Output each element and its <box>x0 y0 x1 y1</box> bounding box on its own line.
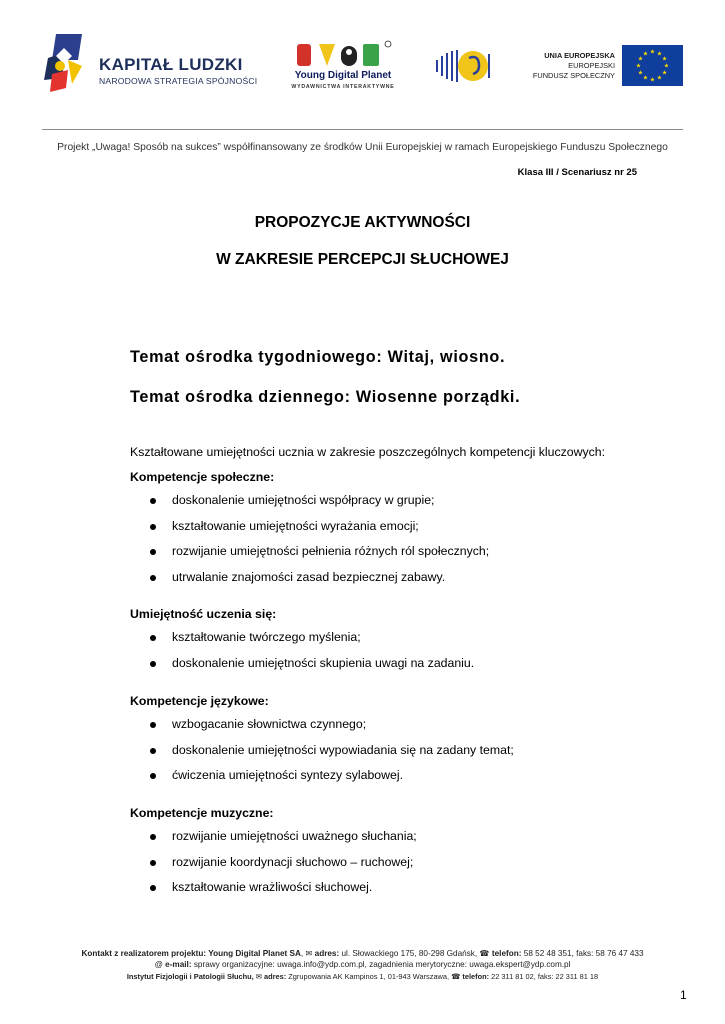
footer-contact-line: Kontakt z realizatorem projektu: Young Digital Planet SA, ✉ adres: ul. Słowackiego 175, 80-298 Gdańsk, ☎ telefon: 58 52 48 351, faks: 58 76 47 433 <box>81 949 644 958</box>
footer-address: ul. Słowackiego 175, 80-298 Gdańsk, <box>341 949 478 958</box>
svg-text:★: ★ <box>663 62 670 70</box>
footer-institute-address: Zgrupowania AK Kampinos 1, 01-943 Warszawa, <box>288 972 450 981</box>
section-music-competences <box>130 806 417 901</box>
list-item <box>130 565 489 591</box>
list-item <box>130 488 489 514</box>
ydp-subtitle: WYDAWNICTWA INTERAKTYWNE <box>291 84 395 90</box>
bullet-list <box>130 712 514 789</box>
young-digital-planet-logo <box>283 40 403 96</box>
footer-institute-line <box>0 972 725 981</box>
page-number: 1 <box>680 988 687 1002</box>
kapital-ludzki-title: KAPITAŁ LUDZKI <box>99 55 243 74</box>
footer-contact-label: Kontakt z realizatorem projektu: Young Digital Planet SA <box>81 949 301 958</box>
footer-phone-label: telefon: <box>491 949 522 958</box>
list-item-text: doskonalenie umiejętności współpracy w grupie; <box>172 493 435 507</box>
svg-text:★: ★ <box>661 55 668 63</box>
bullet-icon <box>150 661 156 667</box>
list-item <box>130 651 474 677</box>
footer-email: sprawy organizacyjne: uwaga.info@ydp.com.pl, zagadnienia merytoryczne: uwaga.ekspert@ydp.com.pl <box>193 960 571 969</box>
weekly-topic: Temat ośrodka tygodniowego: Witaj, wiosno. <box>130 348 506 366</box>
eu-flag-icon <box>622 45 683 86</box>
envelope-icon: ✉ <box>305 949 313 958</box>
envelope-icon: ✉ <box>255 972 262 981</box>
svg-text:★: ★ <box>642 74 649 82</box>
list-item <box>130 738 514 764</box>
svg-text:★: ★ <box>661 69 668 77</box>
bullet-list <box>130 824 417 901</box>
footer-phone: 58 52 48 351, faks: 58 76 47 433 <box>523 949 644 958</box>
list-item-text: doskonalenie umiejętności wypowiadania się na zadany temat; <box>172 742 514 757</box>
bullet-icon <box>150 524 156 530</box>
eu-stars-icon <box>622 45 683 86</box>
svg-text:★: ★ <box>656 50 663 58</box>
svg-text:★: ★ <box>635 62 642 70</box>
section-learning-skills <box>130 607 474 676</box>
svg-text:★: ★ <box>637 69 644 77</box>
ear-icon <box>433 46 493 86</box>
phone-icon: ☎ <box>479 949 490 958</box>
document-title-line1: PROPOZYCJE AKTYWNOŚCI <box>254 214 471 231</box>
list-item-text: kształtowanie twórczego myślenia; <box>172 630 361 644</box>
list-item-text: rozwijanie umiejętności pełnienia różnych ról społecznych; <box>172 544 490 559</box>
section-social-competences <box>130 470 489 590</box>
kapital-ludzki-subtitle: NARODOWA STRATEGIA SPÓJNOŚCI <box>99 76 258 86</box>
ydp-name: Young Digital Planet <box>294 70 392 81</box>
footer-institute-phone-label: telefon: <box>462 972 490 981</box>
list-item-text: doskonalenie umiejętności skupienia uwagi na zadaniu. <box>172 655 475 670</box>
footer-email-line <box>0 960 725 969</box>
header-divider <box>42 129 683 130</box>
list-item <box>130 763 514 789</box>
footer-institute-phone: 22 311 81 02, faks: 22 311 81 18 <box>491 972 599 981</box>
svg-text:★: ★ <box>649 48 656 56</box>
section-heading: Kompetencje społeczne: <box>130 470 275 484</box>
kapital-ludzki-logo <box>42 30 258 100</box>
bullet-icon <box>150 549 156 555</box>
class-reference: Klasa III / Scenariusz nr 25 <box>517 167 637 178</box>
project-line: Projekt „Uwaga! Sposób na sukces” współfinansowany ze środków Unii Europejskiej w ramach Europejskiego Funduszu Społecznego <box>57 142 668 153</box>
eu-line1: UNIA EUROPEJSKA <box>544 51 615 60</box>
bullet-icon <box>150 860 156 866</box>
bullet-icon <box>150 885 156 891</box>
list-item-text: utrwalanie znajomości zasad bezpiecznej zabawy. <box>172 569 446 584</box>
eu-text <box>505 51 615 81</box>
section-heading: Umiejętność uczenia się: <box>130 607 277 621</box>
bullet-icon <box>150 575 156 581</box>
svg-text:★: ★ <box>637 55 644 63</box>
eu-line2: EUROPEJSKI <box>568 61 615 70</box>
svg-text:★: ★ <box>642 50 649 58</box>
list-item <box>130 824 417 850</box>
list-item <box>130 539 489 565</box>
bullet-list <box>130 488 489 590</box>
eu-line3: FUNDUSZ SPOŁECZNY <box>532 71 615 80</box>
list-item-text: kształtowanie umiejętności wyrażania emocji; <box>172 518 419 533</box>
list-item <box>130 875 417 901</box>
bullet-icon <box>150 498 156 504</box>
svg-text:★: ★ <box>656 74 663 82</box>
list-item-text: ćwiczenia umiejętności syntezy sylabowej. <box>172 768 404 783</box>
list-item <box>130 712 514 738</box>
list-item-text: kształtowanie wrażliwości słuchowej. <box>172 880 373 895</box>
list-item <box>130 625 474 651</box>
footer-address-label: adres: <box>314 949 340 958</box>
ear-institute-logo <box>433 46 493 86</box>
at-icon: @ <box>154 960 163 969</box>
list-item <box>130 850 417 876</box>
list-item-text: wzbogacanie słownictwa czynnego; <box>172 717 367 731</box>
footer-institute-address-label: adres: <box>264 972 287 981</box>
bullet-icon <box>150 834 156 840</box>
footer-institute-label: Instytut Fizjologii i Patologii Słuchu, <box>126 972 254 981</box>
daily-topic: Temat ośrodka dziennego: Wiosenne porządki. <box>130 388 521 406</box>
bullet-icon <box>150 722 156 728</box>
section-heading: Kompetencje językowe: <box>130 694 269 708</box>
section-language-competences <box>130 694 514 789</box>
competences-intro: Kształtowane umiejętności ucznia w zakresie poszczególnych kompetencji kluczowych: <box>130 445 606 459</box>
footer-email-label: e-mail: <box>165 960 192 969</box>
svg-text:★: ★ <box>649 76 656 84</box>
phone-icon: ☎ <box>451 972 461 981</box>
list-item-text: rozwijanie umiejętności uważnego słuchania; <box>172 829 417 843</box>
document-title-line2: W ZAKRESIE PERCEPCJI SŁUCHOWEJ <box>216 251 509 268</box>
kapital-ludzki-star-icon <box>42 30 98 100</box>
bullet-list <box>130 625 474 676</box>
ydp-characters-icon <box>293 40 393 70</box>
bullet-icon <box>150 773 156 779</box>
list-item <box>130 514 489 540</box>
section-heading: Kompetencje muzyczne: <box>130 806 274 820</box>
list-item-text: rozwijanie koordynacji słuchowo – ruchowej; <box>172 854 414 869</box>
bullet-icon <box>150 748 156 754</box>
bullet-icon <box>150 635 156 641</box>
